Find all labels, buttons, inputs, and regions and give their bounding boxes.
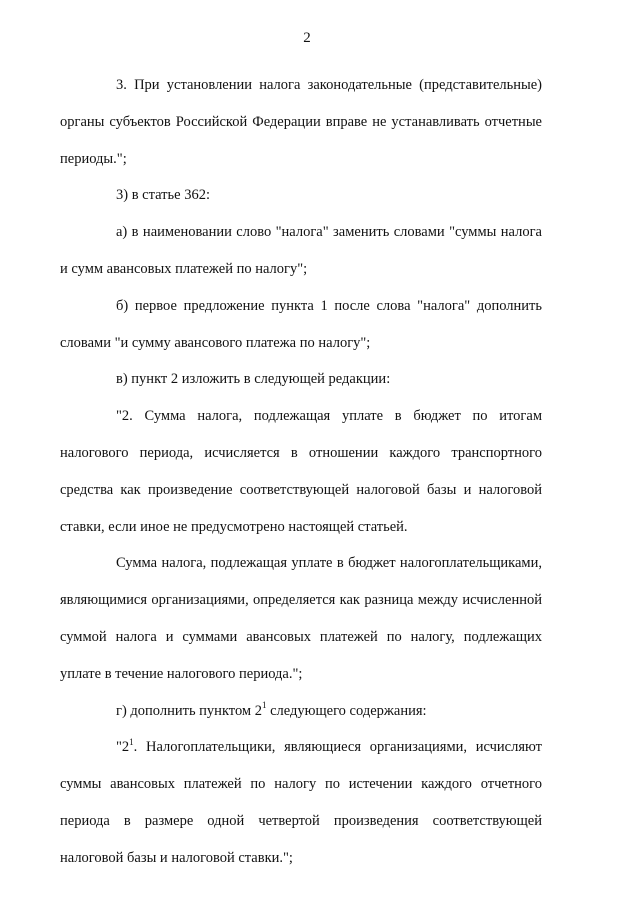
page-number: 2 xyxy=(303,30,311,46)
paragraph-clause-2-1 xyxy=(60,729,542,876)
paragraph-item-g-text: г) дополнить пунктом 2 xyxy=(116,702,262,719)
paragraph-item-g-text-rest: следующего содержания: xyxy=(266,702,427,719)
paragraph-clause-2: "2. Сумма налога, подлежащая уплате в бюджет по итогам налогового периода, исчисляется в отношении каждого транспортного средства как произведение соответствующей налоговой базы и налоговой ставки, если иное не предусмотрено настоящей статьей. xyxy=(60,408,542,535)
paragraph-item-v: в) пункт 2 изложить в следующей редакции: xyxy=(116,371,391,388)
paragraph-article-362: 3) в статье 362: xyxy=(116,187,210,204)
paragraph-clause-2-organizations: Сумма налога, подлежащая уплате в бюджет налогоплательщиками, являющимися организациями, определяется как разница между исчисленной суммой налога и суммами авансовых платежей по налогу, подлежащих уплате в течение налогового периода."; xyxy=(60,555,542,682)
superscript-index: 1 xyxy=(129,736,134,747)
paragraph-item-g xyxy=(60,693,542,730)
paragraph-item-b: б) первое предложение пункта 1 после слова "налога" дополнить словами "и сумму авансового платежа по налогу"; xyxy=(60,297,542,351)
superscript-index: 1 xyxy=(261,699,267,710)
paragraph-item-a: а) в наименовании слово "налога" заменить словами "суммы налога и сумм авансовых платежей по налогу"; xyxy=(60,224,542,277)
paragraph-clause-2-1-start: "2 xyxy=(116,739,130,756)
paragraph-clause-2-1-rest: . Налогоплательщики, являющиеся организациями, исчисляют суммы авансовых платежей по налогу по истечении каждого отчетного периода в размере одной четвертой произведения соответствующей налоговой базы и налоговой ставки."; xyxy=(60,739,542,866)
paragraph-tax-reporting-periods: 3. При установлении налога законодательные (представительные) органы субъектов Российской Федерации вправе не устанавливать отчетные периоды."; xyxy=(60,77,542,167)
document-body xyxy=(60,67,542,877)
